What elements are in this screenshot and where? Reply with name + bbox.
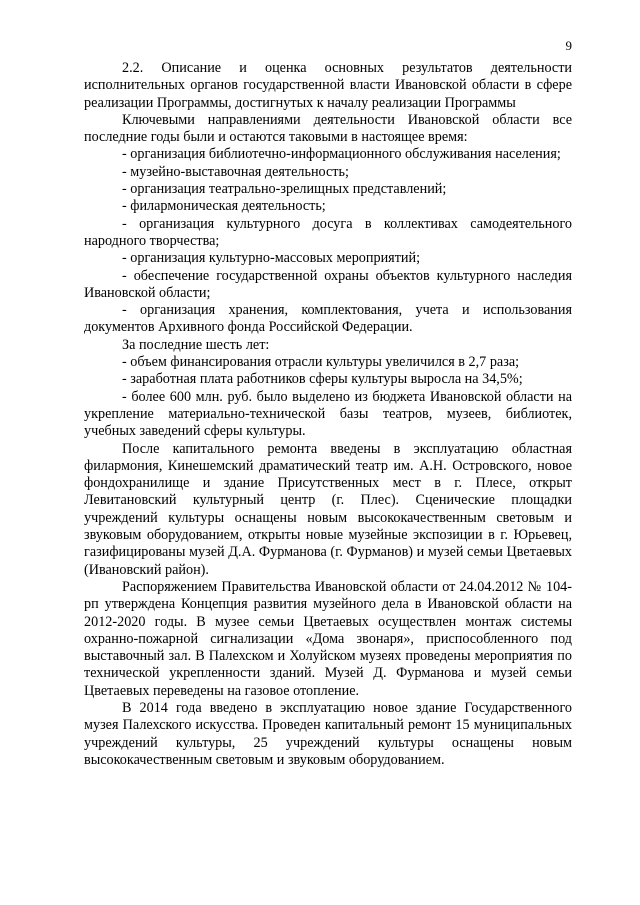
list-item: - организация библиотечно-информационного обслуживания населения; (122, 146, 561, 163)
list-item: - организация хранения, комплектования, учета и использования документов Архивного фонда Российской Федерации. (84, 302, 572, 336)
paragraph: После капитального ремонта введены в эксплуатацию областная филармония, Кинешемский драматический театр им. А.Н. Островского, новое фондохранилище и здание Присутственных мест в г. Плесе, открыт Левитановский культурный центр (г. Плес). Сценические площадки учреждений культуры оснащены новым высококачественным световым и звуковым оборудованием, открыты новые музейные экспозиции в г. Юрьевец, газифицированы музей Д.А. Фурманова (г. Фурманов) и музей семьи Цветаевых (Ивановский район). (84, 440, 572, 578)
list-item: - организация культурного досуга в коллективах самодеятельного народного творчества; (84, 215, 572, 249)
list-item: - объем финансирования отрасли культуры увеличился в 2,7 раза; (122, 354, 520, 371)
list-item: - организация театрально-зрелищных представлений; (122, 181, 447, 198)
list-item: - более 600 млн. руб. было выделено из бюджета Ивановской области на укрепление материально-технической базы театров, музеев, библиотек, учебных заведений сферы культуры. (84, 388, 572, 440)
document-body (84, 60, 572, 769)
page-number: 9 (565, 38, 572, 53)
paragraph: Ключевыми направлениями деятельности Ивановской области все последние годы были и остаются таковыми в настоящее время: (84, 111, 572, 146)
list-item: - музейно-выставочная деятельность; (122, 163, 349, 180)
list-item: - филармоническая деятельность; (122, 198, 326, 215)
paragraph: Распоряжением Правительства Ивановской области от 24.04.2012 № 104-рп утверждена Концепция развития музейного дела в Ивановской области на 2012-2020 годы. В музее семьи Цветаевых осуществлен монтаж системы охранно-пожарной сигнализации «Дома звонаря», приспособленного под выставочный зал. В Палехском и Холуйском музеях проведены мероприятия по технической укрепленности зданий. Музей Д. Фурманова и музей семьи Цветаевых переведены на газовое отопление. (84, 578, 572, 699)
list-item: - обеспечение государственной охраны объектов культурного наследия Ивановской области; (84, 267, 572, 301)
paragraph: В 2014 года введено в эксплуатацию новое здание Государственного музея Палехского искусства. Проведен капитальный ремонт 15 муниципальных учреждений культуры, 25 учреждений культуры оснащены новым высококачественным световым и звуковым оборудованием. (84, 699, 572, 768)
section-heading: 2.2. Описание и оценка основных результатов деятельности исполнительных органов государственной власти Ивановской области в сфере реализации Программы, достигнутых к началу реализации Программы (84, 60, 572, 111)
list-item: - организация культурно-массовых мероприятий; (122, 250, 421, 267)
list-item: - заработная плата работников сферы культуры выросла на 34,5%; (122, 371, 523, 388)
paragraph: За последние шесть лет: (122, 336, 270, 353)
